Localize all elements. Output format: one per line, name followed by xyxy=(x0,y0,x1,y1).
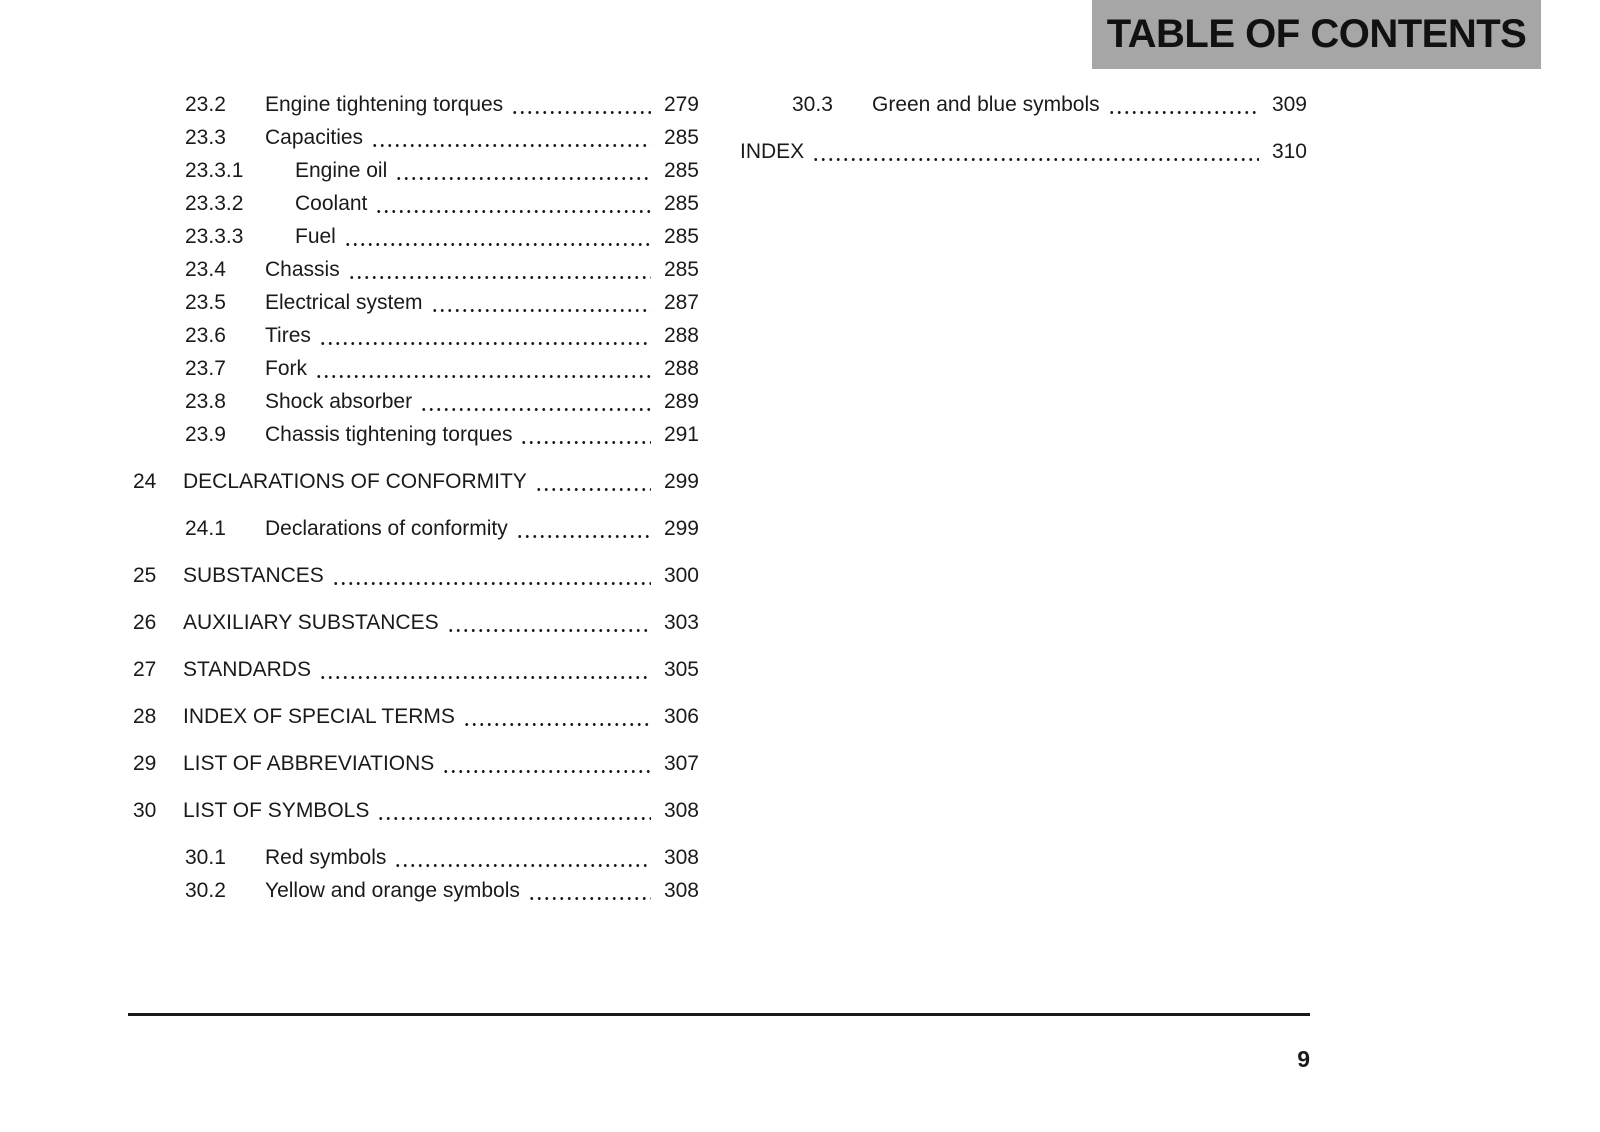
toc-entry-number: 23.7 xyxy=(185,357,226,380)
toc-entry-leader-dots xyxy=(1108,111,1259,114)
toc-entry xyxy=(133,512,699,545)
toc-column-left xyxy=(133,88,699,907)
toc-entry-leader-dots xyxy=(812,158,1259,161)
toc-entry-title: INDEX xyxy=(740,140,805,163)
toc-entry xyxy=(740,88,1307,121)
toc-entry-leader-dots xyxy=(395,177,651,180)
toc-entry-title: Red symbols xyxy=(265,846,387,869)
toc-entry-leader-dots xyxy=(332,582,651,585)
toc-entry-number: 30.3 xyxy=(792,93,833,116)
toc-entry-number: 23.8 xyxy=(185,390,226,413)
toc-entry-page: 308 xyxy=(663,799,699,822)
toc-entry xyxy=(740,135,1307,168)
toc-entry-number: 23.3 xyxy=(185,126,226,149)
toc-entry-title: AUXILIARY SUBSTANCES xyxy=(183,611,439,634)
toc-entry xyxy=(133,418,699,451)
toc-entry-page: 307 xyxy=(663,752,699,775)
page-header-banner xyxy=(1092,0,1541,69)
toc-entry-number: 23.3.2 xyxy=(185,192,244,215)
toc-entry-page: 285 xyxy=(663,225,699,248)
toc-entry-title: Electrical system xyxy=(265,291,423,314)
toc-entry-title: Coolant xyxy=(295,192,368,215)
toc-entry-leader-dots xyxy=(371,144,651,147)
toc-entry-page: 303 xyxy=(663,611,699,634)
page-title: TABLE OF CONTENTS xyxy=(1106,12,1527,56)
toc-entry-number: 30.1 xyxy=(185,846,226,869)
toc-entry-leader-dots xyxy=(520,441,651,444)
toc-entry-number: 23.9 xyxy=(185,423,226,446)
toc-entry-page: 299 xyxy=(663,470,699,493)
toc-entry-title: STANDARDS xyxy=(183,658,311,681)
toc-entry-page: 288 xyxy=(663,357,699,380)
toc-entry-page: 300 xyxy=(663,564,699,587)
toc-entry xyxy=(133,465,699,498)
toc-entry-leader-dots xyxy=(431,309,651,312)
toc-entry-leader-dots xyxy=(516,535,651,538)
toc-entry-title: INDEX OF SPECIAL TERMS xyxy=(183,705,455,728)
toc-entry-number: 25 xyxy=(133,564,157,587)
toc-entry xyxy=(133,253,699,286)
toc-entry-number: 26 xyxy=(133,611,157,634)
footer-rule xyxy=(128,1013,1310,1016)
toc-entry-title: Fork xyxy=(265,357,307,380)
toc-entry-leader-dots xyxy=(420,408,651,411)
toc-entry-number: 24.1 xyxy=(185,517,226,540)
toc-entry xyxy=(133,220,699,253)
toc-entry-number: 23.6 xyxy=(185,324,226,347)
toc-entry-page: 279 xyxy=(663,93,699,116)
toc-entry-leader-dots xyxy=(319,342,651,345)
toc-entry-leader-dots xyxy=(348,276,651,279)
toc-entry xyxy=(133,559,699,592)
toc-entry-title: Tires xyxy=(265,324,311,347)
toc-entry-page: 285 xyxy=(663,159,699,182)
toc-entry xyxy=(133,606,699,639)
toc-entry xyxy=(133,841,699,874)
toc-entry-number: 23.3.1 xyxy=(185,159,244,182)
toc-entry-page: 288 xyxy=(663,324,699,347)
toc-entry-title: Shock absorber xyxy=(265,390,413,413)
toc-entry-title: Engine tightening torques xyxy=(265,93,504,116)
toc-entry-number: 23.4 xyxy=(185,258,226,281)
toc-entry-leader-dots xyxy=(375,210,651,213)
toc-entry-page: 308 xyxy=(663,879,699,902)
toc-entry-title: Fuel xyxy=(295,225,336,248)
toc-entry-page: 305 xyxy=(663,658,699,681)
toc-entry-title: DECLARATIONS OF CONFORMITY xyxy=(183,470,527,493)
toc-entry-leader-dots xyxy=(447,629,651,632)
toc-entry-number: 29 xyxy=(133,752,157,775)
toc-entry xyxy=(133,154,699,187)
toc-entry-number: 23.5 xyxy=(185,291,226,314)
toc-entry-number: 28 xyxy=(133,705,157,728)
toc-entry-title: SUBSTANCES xyxy=(183,564,324,587)
toc-entry-page: 309 xyxy=(1271,93,1307,116)
toc-entry-number: 24 xyxy=(133,470,157,493)
toc-entry-number: 30.2 xyxy=(185,879,226,902)
toc-entry-title: Chassis xyxy=(265,258,340,281)
toc-entry-title: LIST OF ABBREVIATIONS xyxy=(183,752,435,775)
toc-entry-page: 306 xyxy=(663,705,699,728)
toc-entry xyxy=(133,874,699,907)
toc-entry-page: 308 xyxy=(663,846,699,869)
toc-entry-leader-dots xyxy=(377,817,651,820)
toc-entry-page: 285 xyxy=(663,192,699,215)
toc-entry xyxy=(133,352,699,385)
toc-entry-leader-dots xyxy=(463,723,651,726)
toc-entry-title: LIST OF SYMBOLS xyxy=(183,799,370,822)
toc-entry-leader-dots xyxy=(319,676,651,679)
toc-entry-leader-dots xyxy=(344,243,651,246)
toc-entry-page: 291 xyxy=(663,423,699,446)
toc-entry-page: 289 xyxy=(663,390,699,413)
toc-entry-title: Green and blue symbols xyxy=(872,93,1100,116)
toc-entry-page: 285 xyxy=(663,126,699,149)
toc-entry-page: 285 xyxy=(663,258,699,281)
toc-entry-leader-dots xyxy=(315,375,651,378)
toc-entry-number: 23.3.3 xyxy=(185,225,244,248)
footer-page-number: 9 xyxy=(1297,1046,1310,1072)
toc-entry xyxy=(133,653,699,686)
toc-entry-page: 287 xyxy=(663,291,699,314)
toc-entry-leader-dots xyxy=(394,864,651,867)
toc-entry-page: 299 xyxy=(663,517,699,540)
toc-entry-leader-dots xyxy=(511,111,651,114)
toc-entry xyxy=(133,700,699,733)
toc-entry xyxy=(133,747,699,780)
toc-entry-title: Declarations of conformity xyxy=(265,517,508,540)
toc-entry-leader-dots xyxy=(442,770,651,773)
toc-entry xyxy=(133,88,699,121)
toc-entry-title: Yellow and orange symbols xyxy=(265,879,520,902)
toc-entry xyxy=(133,286,699,319)
toc-entry-page: 310 xyxy=(1271,140,1307,163)
toc-entry xyxy=(133,319,699,352)
toc-entry-number: 27 xyxy=(133,658,157,681)
toc-entry-number: 23.2 xyxy=(185,93,226,116)
toc-entry-title: Chassis tightening torques xyxy=(265,423,513,446)
toc-entry-title: Engine oil xyxy=(295,159,388,182)
toc-entry-leader-dots xyxy=(528,897,651,900)
toc-entry-leader-dots xyxy=(535,488,651,491)
toc-entry-title: Capacities xyxy=(265,126,364,149)
toc-entry xyxy=(133,385,699,418)
toc-entry xyxy=(133,794,699,827)
toc-entry-number: 30 xyxy=(133,799,157,822)
toc-entry xyxy=(133,187,699,220)
toc-column-right xyxy=(740,88,1307,182)
toc-entry xyxy=(133,121,699,154)
